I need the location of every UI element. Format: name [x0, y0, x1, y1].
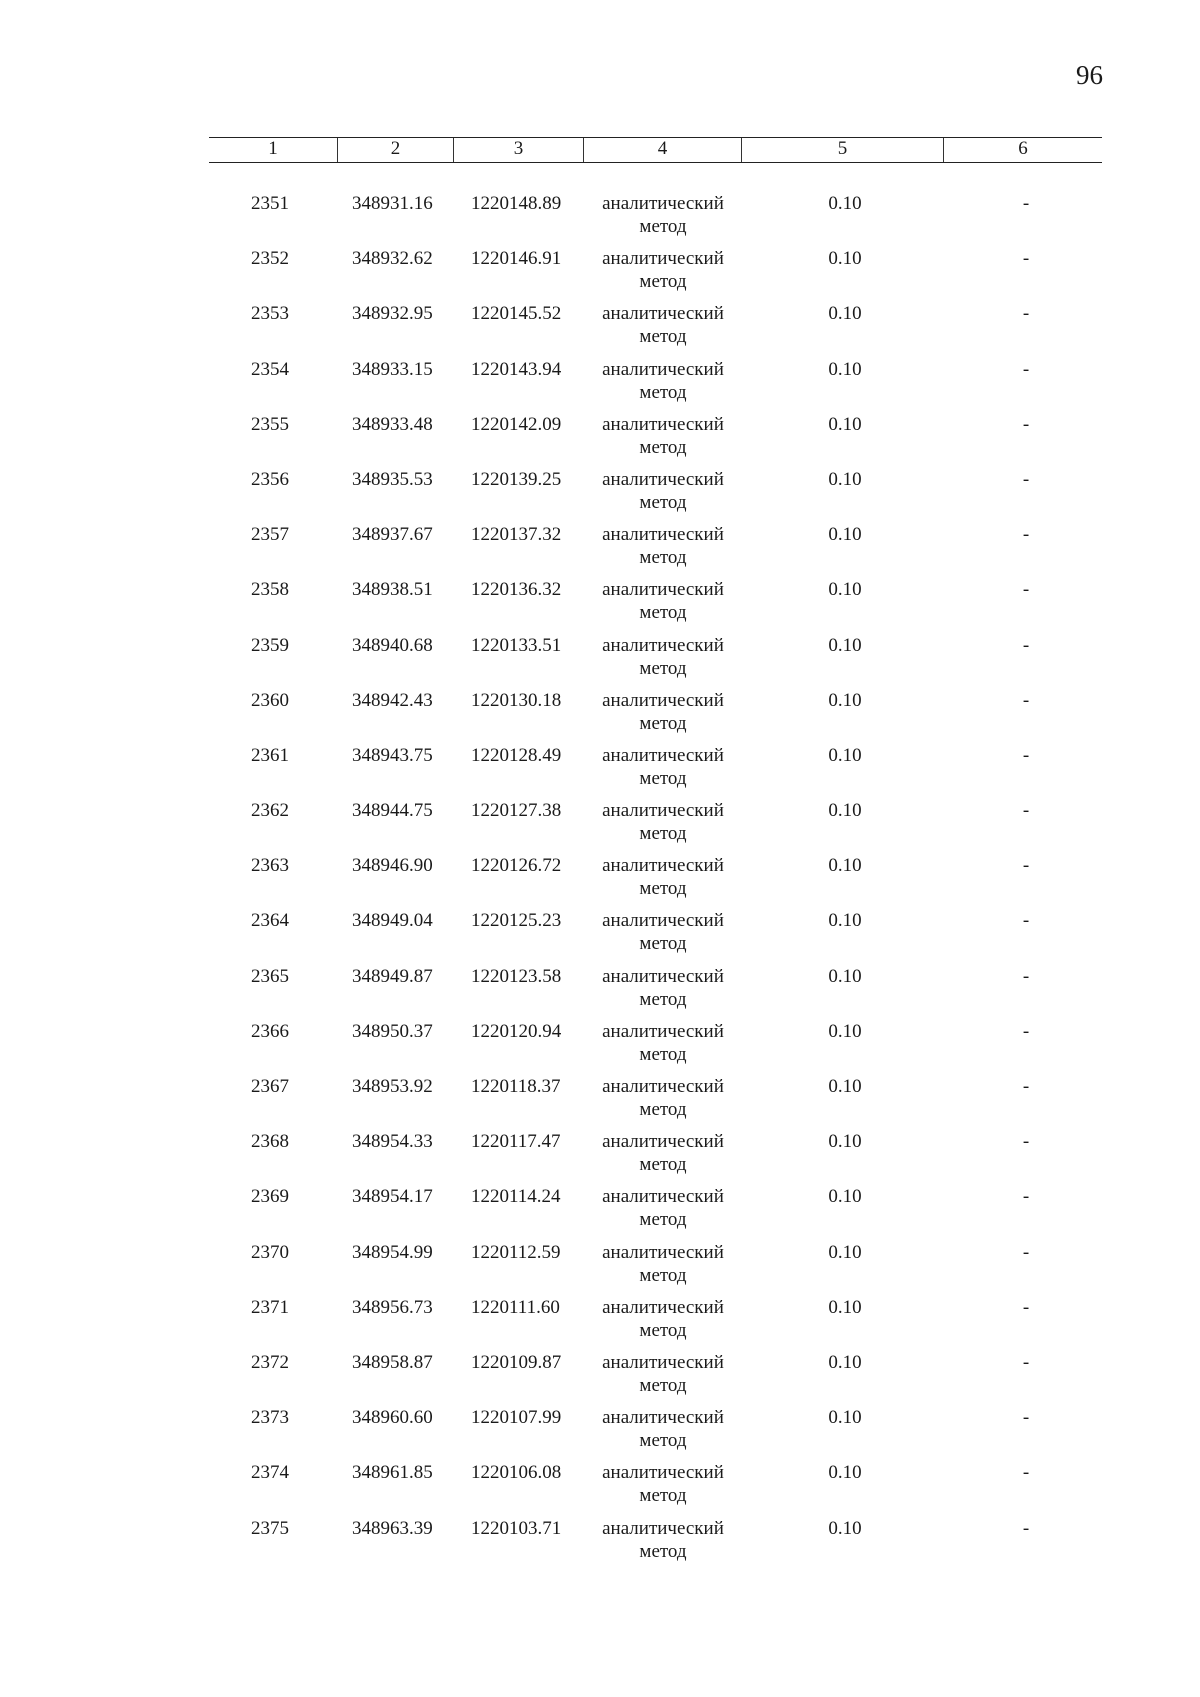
table-header [209, 137, 1102, 163]
table-row [209, 192, 1102, 247]
method-line-2: метод [639, 326, 687, 348]
method-cell [584, 1241, 742, 1296]
table-row [209, 413, 1102, 468]
method-line-1: аналитический [602, 1296, 724, 1318]
method-line-1: аналитический [602, 634, 724, 656]
method-line-1: аналитический [602, 358, 724, 380]
table-row [209, 1461, 1102, 1516]
table-row [209, 1130, 1102, 1185]
method-line-1: аналитический [602, 910, 724, 932]
method-line-2: метод [639, 271, 687, 293]
table-row [209, 1517, 1102, 1572]
method-line-1: аналитический [602, 193, 724, 214]
method-cell [584, 1517, 742, 1572]
method-cell [584, 578, 742, 633]
table-row [209, 247, 1102, 302]
method-line-1: аналитический [602, 1076, 724, 1097]
x-coordinate-cell: 348950.37 [352, 1020, 433, 1042]
point-number-cell: 2358 [251, 579, 289, 601]
y-coordinate-cell: 1220103.71 [471, 1517, 562, 1539]
table-row [209, 1351, 1102, 1406]
x-coordinate-cell: 348943.75 [352, 744, 433, 766]
page-number: 96 [1076, 60, 1103, 90]
note-cell: - [1022, 579, 1030, 601]
method-cell [584, 1185, 742, 1240]
point-number-cell: 2369 [251, 1186, 289, 1208]
note-cell: - [1022, 1296, 1030, 1318]
method-line-2: метод [639, 216, 687, 237]
x-coordinate-cell: 348960.60 [352, 1407, 433, 1429]
x-coordinate-cell: 348963.39 [352, 1517, 433, 1539]
method-line-1: аналитический [602, 1351, 724, 1373]
point-number-cell: 2357 [251, 524, 289, 546]
note-cell: - [1022, 634, 1030, 656]
x-coordinate-cell: 348937.67 [352, 524, 433, 546]
accuracy-cell: 0.10 [828, 689, 862, 711]
y-coordinate-cell: 1220142.09 [471, 413, 562, 435]
x-coordinate-cell: 348958.87 [352, 1351, 433, 1373]
y-coordinate-cell: 1220118.37 [471, 1076, 561, 1097]
y-coordinate-cell: 1220127.38 [471, 800, 562, 822]
table-row [209, 1075, 1102, 1130]
note-cell: - [1022, 855, 1030, 877]
accuracy-cell: 0.10 [828, 524, 862, 546]
x-coordinate-cell: 348946.90 [352, 855, 433, 877]
method-line-1: аналитический [602, 579, 724, 601]
method-line-2: метод [639, 381, 687, 403]
method-line-2: метод [639, 1264, 687, 1286]
column-header-3: 3 [454, 138, 584, 162]
method-line-2: метод [639, 1485, 687, 1507]
method-line-1: аналитический [602, 524, 724, 546]
method-line-2: метод [639, 1540, 687, 1562]
method-line-2: метод [639, 491, 687, 513]
note-cell: - [1022, 689, 1030, 711]
method-cell [584, 965, 742, 1020]
table-row [209, 523, 1102, 578]
y-coordinate-cell: 1220136.32 [471, 579, 562, 601]
method-line-2: метод [639, 1209, 687, 1231]
x-coordinate-cell: 348944.75 [352, 800, 433, 822]
table-row [209, 1296, 1102, 1351]
column-header-1: 1 [209, 138, 338, 162]
y-coordinate-cell: 1220106.08 [471, 1462, 562, 1484]
method-cell [584, 468, 742, 523]
note-cell: - [1022, 744, 1030, 766]
method-line-2: метод [639, 823, 687, 845]
table-row [209, 799, 1102, 854]
method-cell [584, 1351, 742, 1406]
method-line-2: метод [639, 1043, 687, 1065]
method-cell [584, 247, 742, 302]
method-line-1: аналитический [602, 1517, 724, 1539]
table-row [209, 744, 1102, 799]
point-number-cell: 2366 [251, 1020, 289, 1042]
y-coordinate-cell: 1220128.49 [471, 744, 562, 766]
column-header-6: 6 [1018, 138, 1028, 159]
method-line-2: метод [639, 933, 687, 955]
method-cell [584, 1406, 742, 1461]
x-coordinate-cell: 348933.48 [352, 413, 433, 435]
coordinates-table [209, 137, 1102, 1572]
accuracy-cell: 0.10 [828, 1517, 862, 1539]
note-cell: - [1022, 413, 1030, 435]
table-row [209, 1241, 1102, 1296]
accuracy-cell: 0.10 [828, 303, 862, 325]
note-cell: - [1022, 1462, 1030, 1484]
x-coordinate-cell: 348961.85 [352, 1462, 433, 1484]
method-cell [584, 1296, 742, 1351]
table-row [209, 1406, 1102, 1461]
point-number-cell: 2372 [251, 1351, 289, 1373]
method-line-2: метод [639, 1374, 687, 1396]
y-coordinate-cell: 1220126.72 [471, 855, 562, 877]
note-cell: - [1022, 1241, 1030, 1263]
note-cell: - [1022, 1186, 1030, 1208]
accuracy-cell: 0.10 [828, 1241, 862, 1263]
y-coordinate-cell: 1220120.94 [471, 1020, 562, 1042]
accuracy-cell: 0.10 [828, 579, 862, 601]
accuracy-cell: 0.10 [828, 1296, 862, 1318]
method-cell [584, 854, 742, 909]
y-coordinate-cell: 1220109.87 [471, 1351, 562, 1373]
point-number-cell: 2370 [251, 1241, 289, 1263]
accuracy-cell: 0.10 [828, 1186, 862, 1208]
point-number-cell: 2373 [251, 1407, 289, 1429]
accuracy-cell: 0.10 [828, 910, 862, 932]
note-cell: - [1022, 303, 1030, 325]
method-line-1: аналитический [602, 965, 724, 987]
table-row [209, 965, 1102, 1020]
y-coordinate-cell: 1220125.23 [471, 910, 562, 932]
point-number-cell: 2361 [251, 744, 289, 766]
x-coordinate-cell: 348933.15 [352, 358, 433, 380]
y-coordinate-cell: 1220139.25 [471, 468, 562, 490]
method-line-2: метод [639, 1430, 687, 1452]
method-line-1: аналитический [602, 1241, 724, 1263]
x-coordinate-cell: 348949.04 [352, 910, 433, 932]
accuracy-cell: 0.10 [828, 1131, 862, 1153]
y-coordinate-cell: 1220130.18 [471, 689, 562, 711]
method-cell [584, 413, 742, 468]
note-cell: - [1022, 1407, 1030, 1429]
point-number-cell: 2354 [251, 358, 289, 380]
method-line-2: метод [639, 602, 687, 624]
y-coordinate-cell: 1220137.32 [471, 524, 562, 546]
method-cell [584, 1075, 742, 1130]
y-coordinate-cell: 1220111.60 [471, 1296, 560, 1318]
y-coordinate-cell: 1220143.94 [471, 358, 562, 380]
method-line-2: метод [639, 878, 687, 900]
method-line-1: аналитический [602, 800, 724, 822]
method-line-2: метод [639, 547, 687, 569]
accuracy-cell: 0.10 [828, 1351, 862, 1373]
point-number-cell: 2351 [251, 193, 289, 214]
note-cell: - [1022, 1131, 1030, 1153]
note-cell: - [1022, 1351, 1030, 1373]
accuracy-cell: 0.10 [828, 413, 862, 435]
x-coordinate-cell: 348931.16 [352, 193, 433, 214]
point-number-cell: 2362 [251, 800, 289, 822]
accuracy-cell: 0.10 [828, 1407, 862, 1429]
note-cell: - [1022, 1076, 1030, 1097]
method-cell [584, 192, 742, 247]
note-cell: - [1022, 1020, 1030, 1042]
method-line-1: аналитический [602, 1462, 724, 1484]
accuracy-cell: 0.10 [828, 965, 862, 987]
point-number-cell: 2374 [251, 1462, 289, 1484]
point-number-cell: 2375 [251, 1517, 289, 1539]
method-line-2: метод [639, 988, 687, 1010]
method-cell [584, 689, 742, 744]
point-number-cell: 2367 [251, 1076, 289, 1097]
x-coordinate-cell: 348940.68 [352, 634, 433, 656]
accuracy-cell: 0.10 [828, 1076, 862, 1097]
note-cell: - [1022, 965, 1030, 987]
method-line-1: аналитический [602, 855, 724, 877]
method-cell [584, 1130, 742, 1185]
method-line-2: метод [639, 1099, 687, 1120]
point-number-cell: 2352 [251, 248, 289, 270]
method-line-2: метод [639, 436, 687, 458]
accuracy-cell: 0.10 [828, 193, 862, 214]
table-row [209, 854, 1102, 909]
method-line-2: метод [639, 657, 687, 679]
accuracy-cell: 0.10 [828, 1462, 862, 1484]
y-coordinate-cell: 1220117.47 [471, 1131, 561, 1153]
table-row [209, 578, 1102, 633]
y-coordinate-cell: 1220145.52 [471, 303, 562, 325]
table-row [209, 634, 1102, 689]
table-body [209, 192, 1102, 1572]
point-number-cell: 2368 [251, 1131, 289, 1153]
x-coordinate-cell: 348953.92 [352, 1076, 433, 1097]
method-line-1: аналитический [602, 303, 724, 325]
column-header-4: 4 [584, 138, 742, 162]
x-coordinate-cell: 348935.53 [352, 468, 433, 490]
method-cell [584, 358, 742, 413]
x-coordinate-cell: 348954.17 [352, 1186, 433, 1208]
method-line-1: аналитический [602, 1131, 724, 1153]
note-cell: - [1022, 910, 1030, 932]
y-coordinate-cell: 1220148.89 [471, 193, 562, 214]
method-cell [584, 1020, 742, 1075]
point-number-cell: 2353 [251, 303, 289, 325]
method-cell [584, 1461, 742, 1516]
column-header-2: 2 [338, 138, 454, 162]
x-coordinate-cell: 348932.95 [352, 303, 433, 325]
method-line-2: метод [639, 1319, 687, 1341]
table-row [209, 468, 1102, 523]
note-cell: - [1022, 524, 1030, 546]
point-number-cell: 2356 [251, 468, 289, 490]
method-line-1: аналитический [602, 248, 724, 270]
y-coordinate-cell: 1220146.91 [471, 248, 562, 270]
method-line-1: аналитический [602, 744, 724, 766]
method-line-1: аналитический [602, 1186, 724, 1208]
table-row [209, 1020, 1102, 1075]
x-coordinate-cell: 348942.43 [352, 689, 433, 711]
table-row [209, 1185, 1102, 1240]
method-line-1: аналитический [602, 1020, 724, 1042]
y-coordinate-cell: 1220133.51 [471, 634, 562, 656]
note-cell: - [1022, 193, 1030, 214]
method-cell [584, 523, 742, 578]
accuracy-cell: 0.10 [828, 800, 862, 822]
accuracy-cell: 0.10 [828, 1020, 862, 1042]
accuracy-cell: 0.10 [828, 248, 862, 270]
y-coordinate-cell: 1220112.59 [471, 1241, 561, 1263]
x-coordinate-cell: 348956.73 [352, 1296, 433, 1318]
x-coordinate-cell: 348938.51 [352, 579, 433, 601]
x-coordinate-cell: 348949.87 [352, 965, 433, 987]
point-number-cell: 2365 [251, 965, 289, 987]
point-number-cell: 2360 [251, 689, 289, 711]
point-number-cell: 2359 [251, 634, 289, 656]
accuracy-cell: 0.10 [828, 358, 862, 380]
note-cell: - [1022, 248, 1030, 270]
method-line-1: аналитический [602, 1407, 724, 1429]
point-number-cell: 2363 [251, 855, 289, 877]
accuracy-cell: 0.10 [828, 744, 862, 766]
note-cell: - [1022, 800, 1030, 822]
note-cell: - [1022, 358, 1030, 380]
method-line-2: метод [639, 712, 687, 734]
x-coordinate-cell: 348932.62 [352, 248, 433, 270]
method-line-2: метод [639, 767, 687, 789]
table-row [209, 358, 1102, 413]
point-number-cell: 2364 [251, 910, 289, 932]
note-cell: - [1022, 1517, 1030, 1539]
y-coordinate-cell: 1220114.24 [471, 1186, 561, 1208]
method-cell [584, 634, 742, 689]
method-line-1: аналитический [602, 468, 724, 490]
x-coordinate-cell: 348954.99 [352, 1241, 433, 1263]
method-line-2: метод [639, 1154, 687, 1176]
y-coordinate-cell: 1220107.99 [471, 1407, 562, 1429]
x-coordinate-cell: 348954.33 [352, 1131, 433, 1153]
method-line-1: аналитический [602, 689, 724, 711]
accuracy-cell: 0.10 [828, 468, 862, 490]
column-header-5: 5 [742, 138, 944, 162]
table-row [209, 909, 1102, 964]
method-cell [584, 799, 742, 854]
note-cell: - [1022, 468, 1030, 490]
y-coordinate-cell: 1220123.58 [471, 965, 562, 987]
accuracy-cell: 0.10 [828, 634, 862, 656]
point-number-cell: 2355 [251, 413, 289, 435]
method-cell [584, 744, 742, 799]
accuracy-cell: 0.10 [828, 855, 862, 877]
table-row [209, 302, 1102, 357]
method-cell [584, 909, 742, 964]
method-cell [584, 302, 742, 357]
point-number-cell: 2371 [251, 1296, 289, 1318]
method-line-1: аналитический [602, 413, 724, 435]
table-row [209, 689, 1102, 744]
